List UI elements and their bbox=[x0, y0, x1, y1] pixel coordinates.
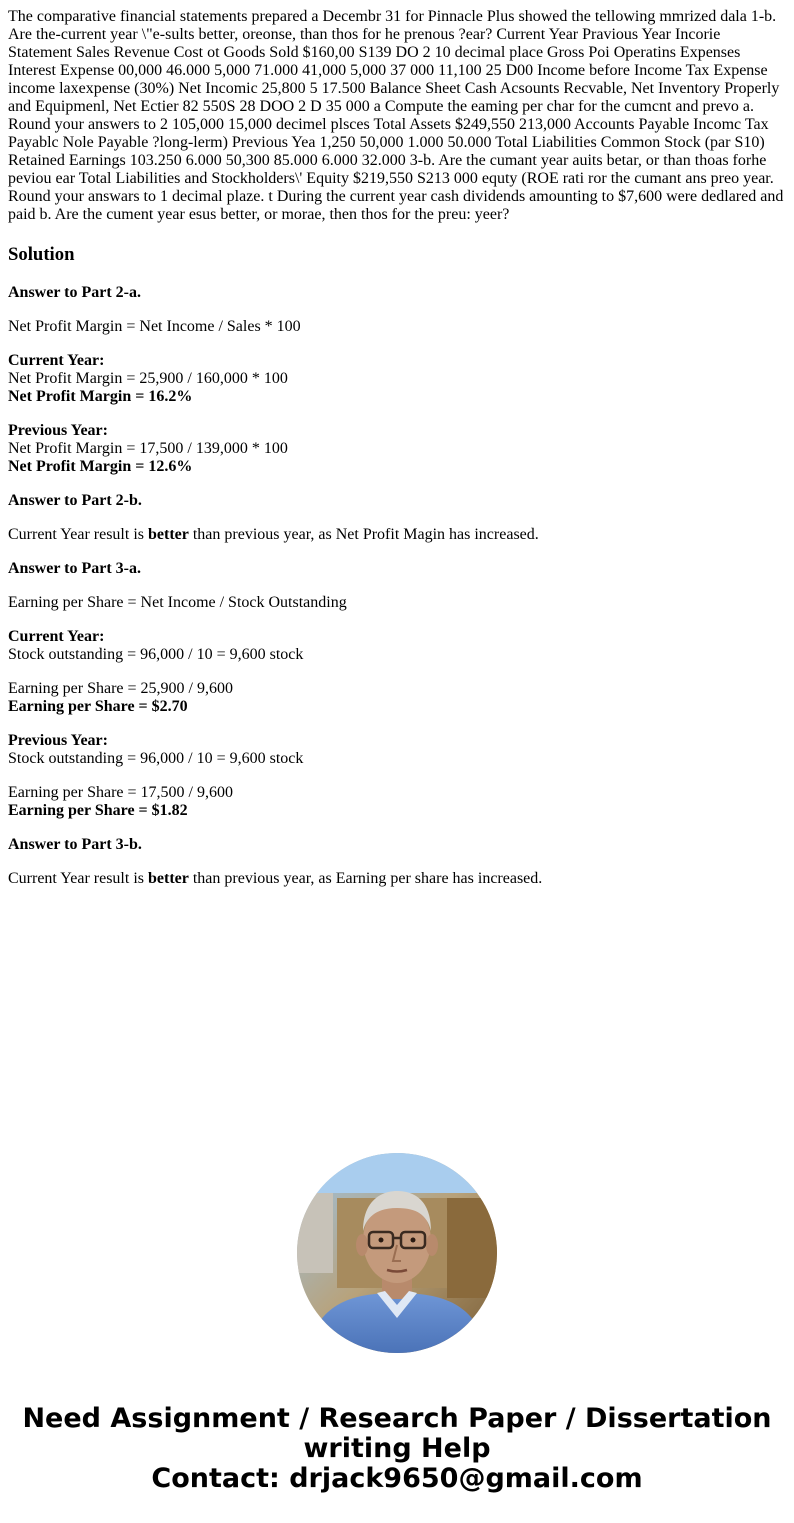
part-2a-previous-label: Previous Year: bbox=[8, 422, 108, 439]
part-3a-current-block bbox=[8, 628, 786, 664]
part-2a-previous-calc: Net Profit Margin = 17,500 / 139,000 * 100 bbox=[8, 440, 288, 457]
solution-heading: Solution bbox=[8, 244, 75, 265]
part-3a-previous-block bbox=[8, 732, 786, 768]
promo-line-1: Need Assignment / Research Paper / Dissertation bbox=[22, 1403, 772, 1434]
part-3a-previous-label: Previous Year: bbox=[8, 732, 108, 749]
part-3a-current-calc: Earning per Share = 25,900 / 9,600 bbox=[8, 680, 233, 697]
part-2a-formula: Net Profit Margin = Net Income / Sales * 100 bbox=[8, 318, 301, 335]
question-text: The comparative financial statements prepared a Decembr 31 for Pinnacle Plus showed the tellowing mmrized dala 1-b. Are the-current year \"e-sults better, oreonse, than thos for he prenous ?ear? Current Year Pravious Year Incorie Statement Sales Revenue Cost ot Goods Sold $160,00 S139 DO 2 10 decimal place Gross Poi Operatins Expenses Interest Expense 00,000 46.000 5,000 71.000 41,000 5,000 37 000 11,100 25 D00 Income before Income Tax Expense income laxexpense (30%) Net Incomic 25,800 5 17.500 Balance Sheet Cash Acsounts Recvable, Net Inventory Properly and Equipmenl, Net Ectier 82 550S 28 DOO 2 D 35 000 a Compute the eaming per char for the cumcnt and prevo a. Round your answers to 2 105,000 15,000 decimel plsces Total Assets $249,550 213,000 Accounts Payable Incomc Tax Payablc Nole Payable ?long-lerm) Previous Yea 1,250 50,000 1.000 50.000 Total Liabilities Common Stock (par S10) Retained Earnings 103.250 6.000 50,300 85.000 6.000 32.000 3-b. Are the cumant year auits betar, or than thoas forhe peviou ear Total Liabilities and Stockholders\' Equity $219,550 S213 000 equty (ROE rati ror the cumant ans preo year. Round your answars to 1 decimal plaze. t During the current year cash dividends amounting to $7,600 were dedlared and paid b. Are the cument year esus better, or morae, then thos for the preu: yeer? bbox=[8, 8, 784, 223]
part-3a-current-result: Earning per Share = $2.70 bbox=[8, 698, 188, 715]
part-2b-title: Answer to Part 2-b. bbox=[8, 492, 142, 509]
part-3a-current-stock: Stock outstanding = 96,000 / 10 = 9,600 stock bbox=[8, 646, 304, 663]
part-2a-current-block bbox=[8, 352, 786, 406]
part-3b-answer: Current Year result is better than previous year, as Earning per share has increased. bbox=[8, 870, 543, 887]
author-avatar bbox=[297, 1153, 497, 1353]
part-3a-title: Answer to Part 3-a. bbox=[8, 560, 142, 577]
part-3b-title: Answer to Part 3-b. bbox=[8, 836, 142, 853]
part-2b-answer: Current Year result is better than previous year, as Net Profit Magin has increased. bbox=[8, 526, 539, 543]
part-3a-current-label: Current Year: bbox=[8, 628, 105, 645]
part-2a-current-result: Net Profit Margin = 16.2% bbox=[8, 388, 193, 405]
part-3a-previous-result: Earning per Share = $1.82 bbox=[8, 802, 188, 819]
part-2a-previous-result: Net Profit Margin = 12.6% bbox=[8, 458, 193, 475]
part-3a-previous-eps-block bbox=[8, 784, 786, 820]
part-2a-current-calc: Net Profit Margin = 25,900 / 160,000 * 100 bbox=[8, 370, 288, 387]
part-2a-title: Answer to Part 2-a. bbox=[8, 284, 142, 301]
part-3a-previous-calc: Earning per Share = 17,500 / 9,600 bbox=[8, 784, 233, 801]
document-content bbox=[8, 8, 786, 888]
part-3a-previous-stock: Stock outstanding = 96,000 / 10 = 9,600 stock bbox=[8, 750, 304, 767]
part-2a-current-label: Current Year: bbox=[8, 352, 105, 369]
promo-line-2: writing Help bbox=[303, 1433, 491, 1464]
part-3a-current-eps-block bbox=[8, 680, 786, 716]
promo-banner bbox=[0, 1404, 794, 1494]
portrait-image bbox=[297, 1153, 497, 1353]
promo-contact: Contact: drjack9650@gmail.com bbox=[151, 1463, 643, 1494]
part-2a-previous-block bbox=[8, 422, 786, 476]
part-3a-formula: Earning per Share = Net Income / Stock Outstanding bbox=[8, 594, 347, 611]
